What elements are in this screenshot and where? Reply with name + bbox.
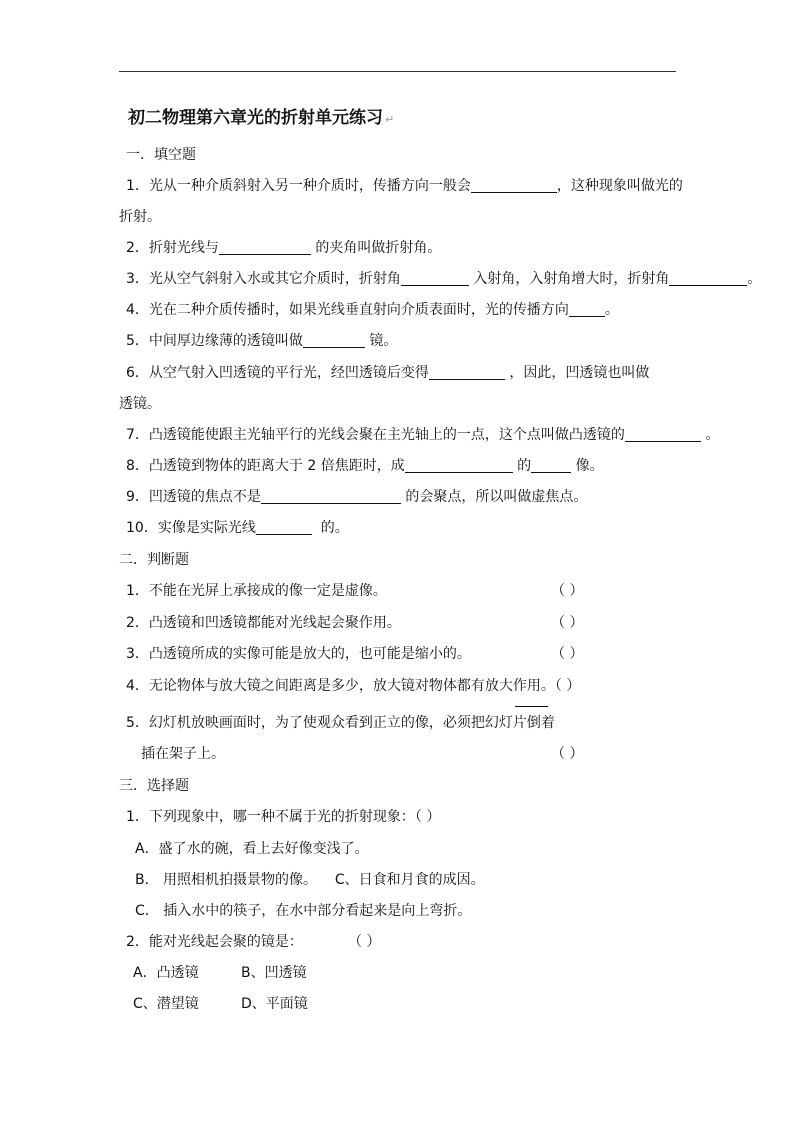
answer-parentheses: （ ） <box>348 934 381 950</box>
section-heading-fill-in: 一．填空题 <box>126 147 196 163</box>
paragraph-mark: ↵ <box>385 113 395 126</box>
option-c: C、潜望镜 <box>133 996 199 1012</box>
option-a: A．盛了水的碗，看上去好像变浅了。 <box>135 841 369 857</box>
question-1-1-cont: 折射。 <box>119 209 161 225</box>
answer-parentheses: （ ） <box>551 746 584 762</box>
answer-blank <box>303 333 365 348</box>
answer-blank <box>569 302 605 317</box>
question-2-3: 3．凸透镜所成的实像可能是放大的，也可能是缩小的。 <box>126 646 471 662</box>
question-2-5-cont: 插在架子上。 <box>141 746 225 762</box>
answer-blank <box>256 520 312 535</box>
answer-blank <box>219 240 311 255</box>
section-heading-true-false: 二．判断题 <box>119 552 189 568</box>
question-1-6-cont: 透镜。 <box>119 396 161 412</box>
option-d: D、平面镜 <box>241 996 308 1012</box>
option-c: C． 插入水中的筷子，在水中部分看起来是向上弯折。 <box>135 903 472 919</box>
option-a: A．凸透镜 <box>133 965 199 981</box>
answer-blank <box>471 178 557 193</box>
answer-parentheses: （ ） <box>551 615 584 631</box>
page-title: 初二物理第六章光的折射单元练习 ↵ <box>128 108 395 128</box>
answer-blank <box>669 271 747 286</box>
question-1-5: 5．中间厚边缘薄的透镜叫做 镜。 <box>126 333 398 349</box>
answer-parentheses: （ ） <box>551 583 584 599</box>
answer-parentheses: （ ） <box>551 646 584 662</box>
question-1-8: 8．凸透镜到物体的距离大于 2 倍焦距时，成 的 像。 <box>126 458 604 474</box>
option-b: B． 用照相机拍摄景物的像。 C、日食和月食的成因。 <box>135 872 485 888</box>
question-1-9: 9．凹透镜的焦点不是 的会聚点，所以叫做虚焦点。 <box>126 489 588 505</box>
question-2-5: 5．幻灯机放映画面时，为了使观众看到正立的像，必须把幻灯片倒着 <box>126 715 555 731</box>
option-b: B、凹透镜 <box>241 965 307 981</box>
question-1-6: 6．从空气射入凹透镜的平行光，经凹透镜后变得 ，因此，凹透镜也叫做 <box>126 365 650 381</box>
question-3-1: 1．下列现象中，哪一种不属于光的折射现象：（ ） <box>126 809 441 825</box>
answer-blank <box>429 365 505 380</box>
question-2-1: 1．不能在光屏上承接成的像一定是虚像。 <box>126 583 387 599</box>
answer-blank <box>401 271 469 286</box>
answer-blank <box>531 458 571 473</box>
section-heading-multiple-choice: 三．选择题 <box>119 778 189 794</box>
question-1-4: 4．光在二种介质传播时，如果光线垂直射向介质表面时，光的传播方向 。 <box>126 302 619 318</box>
question-1-10: 10．实像是实际光线 的。 <box>126 520 349 536</box>
question-1-2: 2．折射光线与 的夹角叫做折射角。 <box>126 240 442 256</box>
answer-blank <box>261 489 401 504</box>
question-1-7: 7．凸透镜能使跟主光轴平行的光线会聚在主光轴上的一点，这个点叫做凸透镜的 。 <box>126 427 720 443</box>
question-2-4: 4．无论物体与放大镜之间距离是多少，放大镜对物体都有放大作用。（ ） <box>126 678 581 694</box>
question-2-2: 2．凸透镜和凹透镜都能对光线起会聚作用。 <box>126 615 401 631</box>
answer-blank <box>405 458 513 473</box>
header-rule <box>119 71 676 72</box>
question-3-2: 2．能对光线起会聚的镜是： <box>126 934 303 950</box>
underline-mark <box>515 706 548 707</box>
question-1-1: 1．光从一种介质斜射入另一种介质时，传播方向一般会 ，这种现象叫做光的 <box>126 178 683 194</box>
answer-blank <box>625 427 701 442</box>
question-1-3: 3．光从空气斜射入水或其它介质时，折射角 入射角，入射角增大时，折射角 。 <box>126 271 762 287</box>
